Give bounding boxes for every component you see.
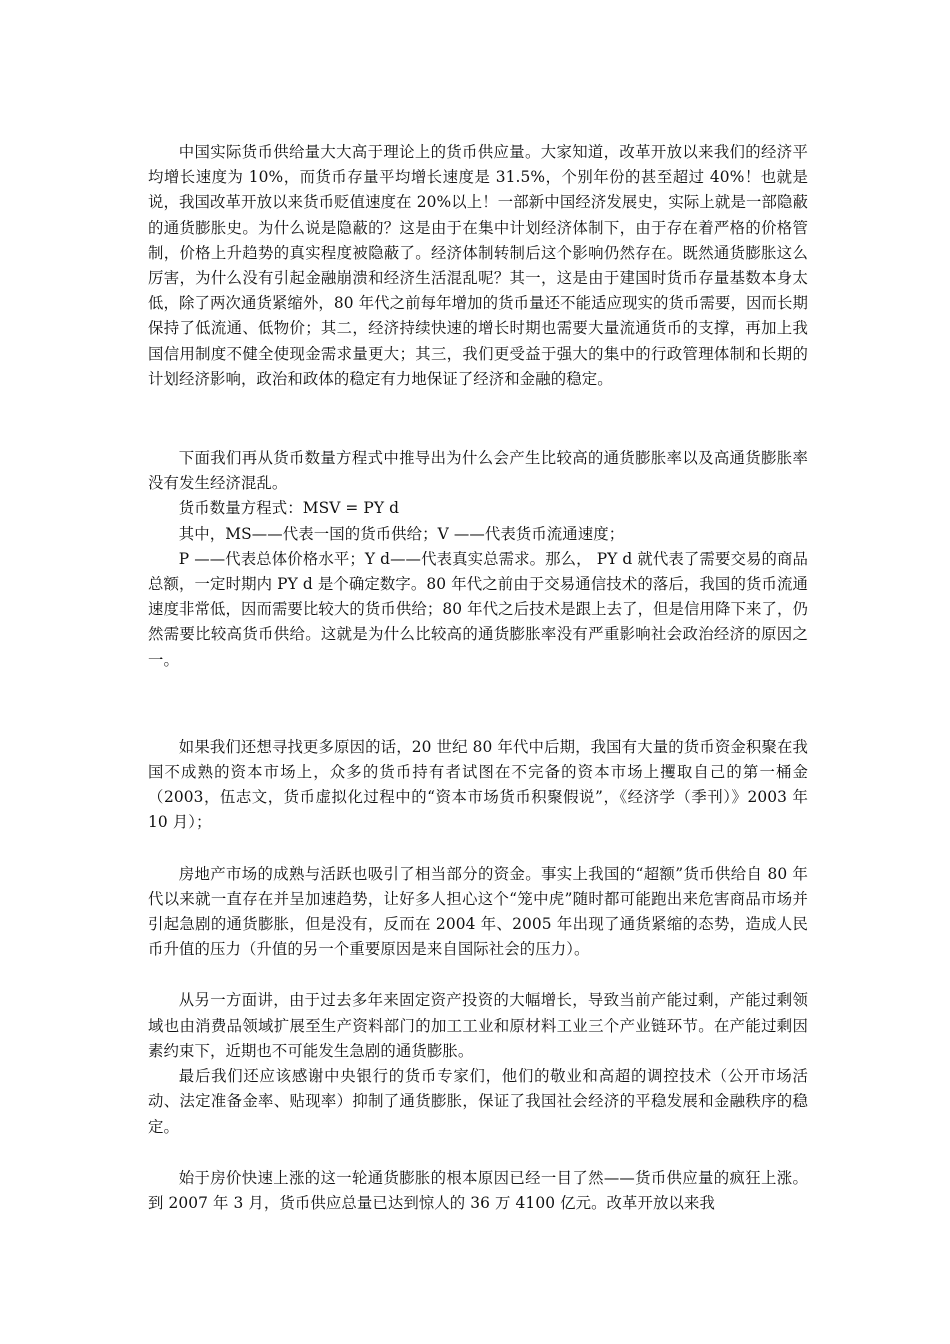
paragraph-equation-explanation: P ——代表总体价格水平；Y d——代表真实总需求。那么， PY d 就代表了需要交易的商品总额，一定时期内 PY d 是个确定数字。80 年代之前由于交易通信技术的落后，我国的货币流通速度非常低，因而需要比较大的货币供给；80 年代之后技术是跟上去了，但是信用降下来了，仍然需要比较高货币供给。这就是为什么比较高的通货膨胀率没有严重影响社会政治经济的原因之一。 — [148, 549, 808, 669]
paragraph-real-estate: 房地产市场的成熟与活跃也吸引了相当部分的资金。事实上我国的“超额”货币供给自 80 年代以来就一直存在并呈加速趋势，让好多人担心这个“笼中虎”随时都可能跑出来危害商品市场并引起急剧的通货膨胀，但是没有，反而在 2004 年、2005 年出现了通货紧缩的态势，造成人民币升值的压力（升值的另一个重要原因是来自国际社会的压力）。 — [148, 864, 808, 959]
paragraph-equation: 货币数量方程式：MSV = PY d — [178, 499, 400, 518]
document-page — [148, 140, 808, 1216]
paragraph-equation-terms: 其中，MS——代表一国的货币供给；V ——代表货币流通速度； — [178, 524, 625, 543]
spacer — [148, 836, 808, 862]
paragraph-overcapacity: 从另一方面讲，由于过去多年来固定资产投资的大幅增长，导致当前产能过剩，产能过剩领域也由消费品领域扩展至生产资料部门的加工工业和原材料工业三个产业链环节。在产能过剩因素约束下，近期也不可能发生急剧的通货膨胀。 — [148, 991, 808, 1060]
spacer — [148, 392, 808, 446]
paragraph-money-supply: 中国实际货币供给量大大高于理论上的货币供应量。大家知道，改革开放以来我们的经济平均增长速度为 10%，而货币存量平均增长速度是 31.5%，个别年份的甚至超过 40%！也就是说，我国改革开放以来货币贬值速度在 20%以上！一部新中国经济发展史，实际上就是一部隐蔽的通货膨胀史。为什么说是隐蔽的？这是由于在集中计划经济体制下，由于存在着严格的价格管制，价格上升趋势的真实程度被隐蔽了。经济体制转制后这个影响仍然存在。既然通货膨胀这么厉害，为什么没有引起金融崩溃和经济生活混乱呢？其一，这是由于建国时货币存量基数本身太低，除了两次通货紧缩外，80 年代之前每年增加的货币量还不能适应现实的货币需要，因而长期保持了低流通、低物价；其二，经济持续快速的增长时期也需要大量流通货币的支撑，再加上我国信用制度不健全使现金需求量更大；其三，我们更受益于强大的集中的行政管理体制和长期的计划经济影响，政治和政体的稳定有力地保证了经济和金融的稳定。 — [148, 143, 808, 388]
spacer — [148, 1140, 808, 1166]
paragraph-central-bank: 最后我们还应该感谢中央银行的货币专家们，他们的敬业和高超的调控技术（公开市场活动、法定准备金率、贴现率）抑制了通货膨胀，保证了我国社会经济的平稳发展和金融秩序的稳定。 — [148, 1067, 808, 1136]
paragraph-equation-intro: 下面我们再从货币数量方程式中推导出为什么会产生比较高的通货膨胀率以及高通货膨胀率没有发生经济混乱。 — [148, 449, 808, 493]
paragraph-house-price: 始于房价快速上涨的这一轮通货膨胀的根本原因已经一目了然——货币供应量的疯狂上涨。到 2007 年 3 月，货币供应总量已达到惊人的 36 万 4100 亿元。改革开放以来我 — [148, 1168, 808, 1212]
spacer — [148, 962, 808, 988]
spacer — [148, 673, 808, 735]
paragraph-capital-market: 如果我们还想寻找更多原因的话，20 世纪 80 年代中后期，我国有大量的货币资金积聚在我国不成熟的资本市场上，众多的货币持有者试图在不完备的资本市场上攫取自己的第一桶金（2003，伍志文，货币虚拟化过程中的“资本市场货币积聚假说”，《经济学（季刊）》2003 年 10 月）； — [148, 737, 808, 832]
